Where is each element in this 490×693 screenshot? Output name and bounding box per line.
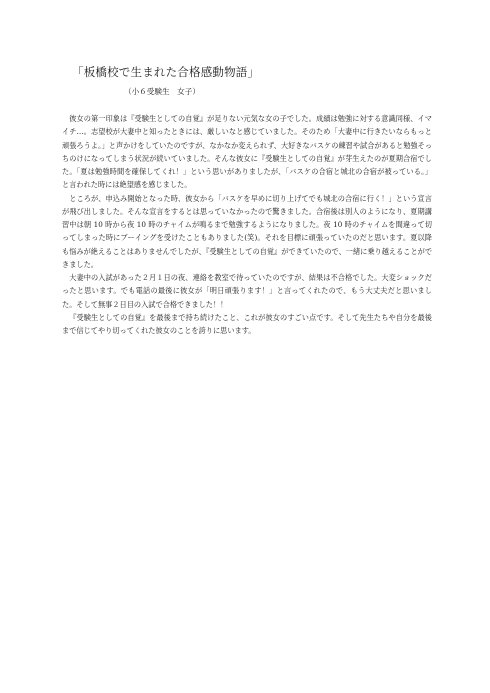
- paragraph: 彼女の第一印象は『受験生としての自覚』が足りない元気な女の子でした。成績は勉強に対する意識同様、イマイチ…。志望校が大妻中と知ったときには、厳しいなと感じていました。そのため「大妻中に行きたいならもっと頑張ろうよ。」と声かけをしていたのですが、なかなか変えられず、大好きなバスケの練習や試合があると勉強そっちのけになってしまう状況が続いていました。そんな彼女に『受験生としての自覚』が芽生えたのが夏期合宿でした。「夏は勉強時間を確保してくれ！」という思いがありましたが、「バスケの合宿と城北の合宿が被っている。」と言われた時には絶望感を感じました。: [62, 114, 432, 190]
- paragraph: 大妻中の入試があった２月１日の夜、連絡を教室で待っていたのですが、結果は不合格でした。大変ショックだったと思います。でも電話の最後に彼女が「明日頑張ります！」と言ってくれたので、もう大丈夫だと思いました。そして無事２日目の入試で合格できました！！: [62, 273, 432, 309]
- paragraph: ところが、申込み開始となった時、彼女から「バスケを早めに切り上げてでも城北の合宿に行く！」という宣言が飛び出しました。そんな宣言をするとは思っていなかったので驚きました。合宿後は別人のようになり、夏期講習中は朝 10 時から夜 10 時のチャイムが鳴るまで勉強するようになりました。夜 10 時のチャイムを間違って切ってしまった時にブーイングを受けたこともありました(笑)。それを目標に頑張っていたのだと思います。夏以降も悩みが絶えることはありませんでしたが、『受験生としての自覚』ができていたので、一緒に乗り越えることができました。: [62, 193, 433, 269]
- document-title: 「板橋校で生まれた合格感動物語」: [72, 65, 260, 79]
- document-byline: （小６受験生 女子）: [124, 87, 200, 96]
- paragraph: 『受験生としての自覚』を最後まで持ち続けたこと、これが彼女のすごい点です。そして先生たちや自分を最後まで信じてやり切ってくれた彼女のことを誇りに思います。: [62, 312, 432, 335]
- document-body: [62, 112, 432, 337]
